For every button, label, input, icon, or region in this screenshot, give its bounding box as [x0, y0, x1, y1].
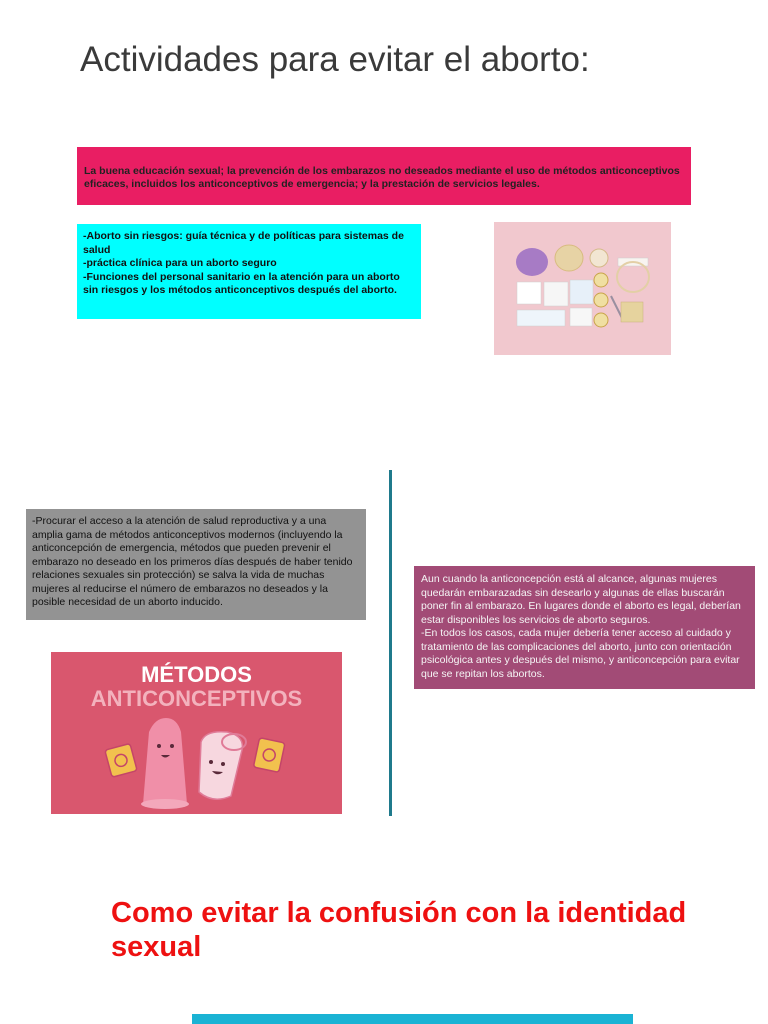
- metodos-title-line2: ANTICONCEPTIVOS: [90, 686, 303, 711]
- condom-illustration: [51, 652, 342, 814]
- contraceptives-photo-illustration: [494, 222, 671, 355]
- plum-box-text: Aun cuando la anticoncepción está al alcance, algunas mujeres quedarán embarazadas sin desearlo y algunas de ellas buscarán poner fin al embarazo. En lugares donde el aborto es legal, deberían estar disponibles los servicios de aborto seguros. -En todos los casos, cada mujer debería tener acceso al cuidado y tratamiento de las complicaciones del aborto, junto con orientación psicológica antes y después del mismo, y anticoncepción para evitar que se repitan los abortos.: [421, 573, 741, 680]
- gray-text-box: [26, 509, 366, 620]
- cyan-text-box: [77, 224, 421, 319]
- pink-box-text: La buena educación sexual; la prevención de los embarazos no deseados mediante el uso de métodos anticonceptivos eficaces, incluidos los anticonceptivos de emergencia; y la prestación de servicios legales.: [84, 165, 680, 190]
- metodos-title-line1: MÉTODOS: [141, 662, 252, 687]
- metodos-anticonceptivos-image: [51, 652, 342, 814]
- bottom-accent-bar: [192, 1014, 633, 1024]
- page-title: Actividades para evitar el aborto:: [80, 40, 590, 79]
- cyan-box-text: -Aborto sin riesgos: guía técnica y de políticas para sistemas de salud -práctica clínica para un aborto seguro -Funciones del personal sanitario en la atención para un aborto sin riesgos y los métodos anticonceptivos después del aborto.: [83, 230, 404, 296]
- pink-text-box: [77, 147, 691, 205]
- plum-text-box: [414, 566, 755, 689]
- identity-heading: Como evitar la confusión con la identidad sexual: [111, 897, 687, 963]
- contraceptives-photo: [494, 222, 671, 355]
- gray-box-text: -Procurar el acceso a la atención de salud reproductiva y a una amplia gama de métodos anticonceptivos modernos (incluyendo la anticoncepción de emergencia, métodos que pueden prevenir el embarazo no deseado en los primeros días después de haber tenido relaciones sexuales sin protección) se salva la vida de muchas mujeres al reducirse el número de embarazos no deseados y la posible necesidad de un aborto inducido.: [32, 515, 353, 608]
- vertical-divider: [389, 470, 392, 816]
